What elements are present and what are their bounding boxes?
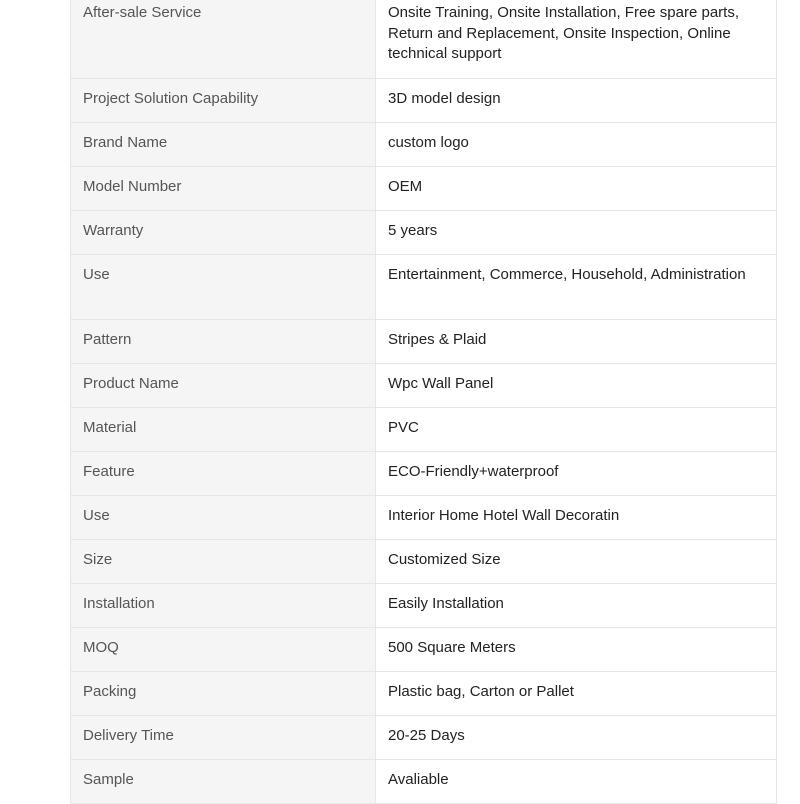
- spec-key: After-sale Service: [71, 0, 376, 79]
- spec-value: 20-25 Days: [376, 716, 777, 760]
- spec-key: Size: [71, 540, 376, 584]
- spec-key: Delivery Time: [71, 716, 376, 760]
- spec-key: Pattern: [71, 320, 376, 364]
- spec-value: 5 years: [376, 211, 777, 255]
- spec-key: Project Solution Capability: [71, 79, 376, 123]
- spec-row-moq: [71, 628, 777, 672]
- spec-key: Warranty: [71, 211, 376, 255]
- spec-value: Interior Home Hotel Wall Decoratin: [376, 496, 777, 540]
- spec-row-project-solution: [71, 79, 777, 123]
- spec-key: Feature: [71, 452, 376, 496]
- spec-row-use-2: [71, 496, 777, 540]
- spec-row-material: [71, 408, 777, 452]
- spec-key: Product Name: [71, 364, 376, 408]
- spec-value: Avaliable: [376, 760, 777, 804]
- spec-key: Model Number: [71, 167, 376, 211]
- spec-row-after-sale-service: [71, 0, 777, 79]
- spec-key: MOQ: [71, 628, 376, 672]
- spec-value: PVC: [376, 408, 777, 452]
- spec-value: ECO-Friendly+waterproof: [376, 452, 777, 496]
- product-spec-table: [70, 0, 777, 804]
- spec-value: 3D model design: [376, 79, 777, 123]
- spec-value: Wpc Wall Panel: [376, 364, 777, 408]
- spec-value: Onsite Training, Onsite Installation, Free spare parts, Return and Replacement, Onsite Inspection, Online technical support: [376, 0, 777, 79]
- spec-key: Sample: [71, 760, 376, 804]
- spec-row-brand-name: [71, 123, 777, 167]
- spec-key: Brand Name: [71, 123, 376, 167]
- spec-row-size: [71, 540, 777, 584]
- spec-row-use: [71, 255, 777, 320]
- spec-row-model-number: [71, 167, 777, 211]
- spec-value: Entertainment, Commerce, Household, Administration: [376, 255, 777, 320]
- spec-row-sample: [71, 760, 777, 804]
- spec-key: Use: [71, 496, 376, 540]
- spec-key: Installation: [71, 584, 376, 628]
- spec-value: Stripes & Plaid: [376, 320, 777, 364]
- spec-row-packing: [71, 672, 777, 716]
- spec-value: custom logo: [376, 123, 777, 167]
- spec-key: Packing: [71, 672, 376, 716]
- spec-value: Plastic bag, Carton or Pallet: [376, 672, 777, 716]
- spec-row-product-name: [71, 364, 777, 408]
- spec-value: OEM: [376, 167, 777, 211]
- spec-value: Easily Installation: [376, 584, 777, 628]
- spec-row-installation: [71, 584, 777, 628]
- spec-row-pattern: [71, 320, 777, 364]
- spec-key: Material: [71, 408, 376, 452]
- spec-value: 500 Square Meters: [376, 628, 777, 672]
- spec-key: Use: [71, 255, 376, 320]
- spec-row-delivery-time: [71, 716, 777, 760]
- spec-row-warranty: [71, 211, 777, 255]
- spec-row-feature: [71, 452, 777, 496]
- spec-value: Customized Size: [376, 540, 777, 584]
